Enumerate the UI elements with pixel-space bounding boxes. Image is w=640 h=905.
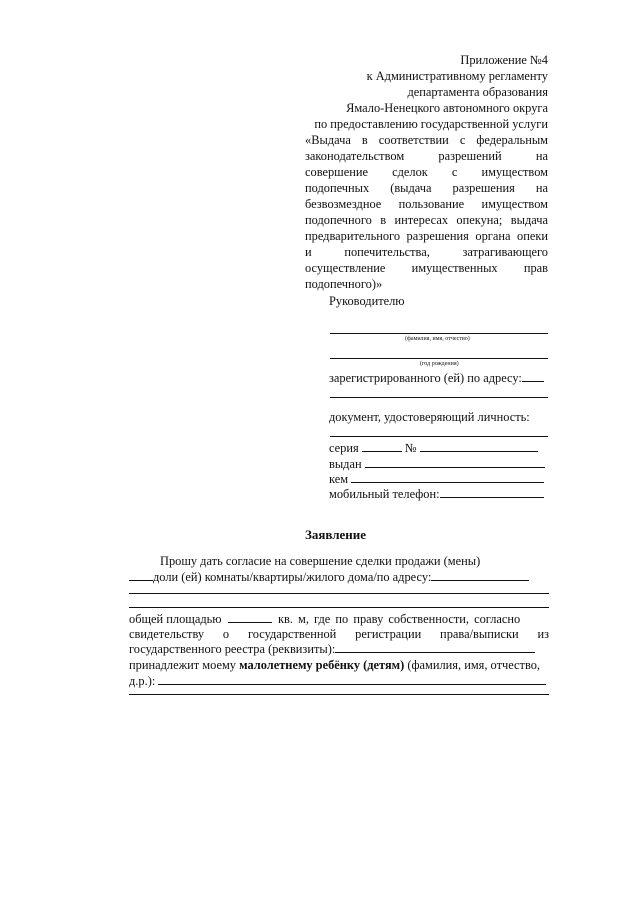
issued-by-field[interactable] [351, 472, 544, 483]
appendix-line: к Административному регламенту [366, 69, 548, 83]
registered-address-label: зарегистрированного (ей) по адресу: [329, 370, 544, 386]
service-title-line: и попечительства, затрагивающего [305, 245, 548, 259]
appendix-line: департамента образования [407, 85, 548, 99]
appendix-line: по предоставлению государственной услуги [314, 117, 548, 131]
id-document-line[interactable] [330, 436, 548, 437]
address-continuation-line[interactable] [129, 607, 549, 608]
service-title-line: предварительного разрешения органа опеки [305, 229, 548, 243]
issued-by-row: кем [329, 471, 544, 487]
registry-field[interactable] [335, 642, 535, 653]
birth-year-line[interactable] [330, 358, 548, 359]
addressee-to: Руководителю [329, 294, 405, 308]
service-title-line: безвозмездное пользование имуществом [305, 197, 548, 211]
service-title-line: подопечных (выдача разрешения на [305, 181, 548, 195]
statement-p1: Прошу дать согласие на совершение сделки продажи (мены) [160, 554, 481, 568]
child-fio-field[interactable] [158, 674, 546, 685]
address-continuation-line[interactable] [129, 593, 549, 594]
number-field[interactable] [420, 441, 538, 452]
dob-row: д.р.): [129, 673, 546, 689]
child-continuation-line[interactable] [129, 694, 549, 695]
appendix-line: Ямало-Ненецкого автономного округа [346, 101, 548, 115]
minor-child-emphasis: малолетнему ребёнку (детям) [239, 658, 405, 672]
statement-p2: доли (ей) комнаты/квартиры/жилого дома/по адресу: [129, 569, 529, 585]
area-row: общей площадью кв. м, где по праву собственности, согласно [129, 612, 521, 626]
appendix-number: Приложение №4 [460, 53, 548, 67]
registered-address-field[interactable] [522, 371, 544, 382]
phone-field[interactable] [440, 487, 544, 498]
belongs-row: принадлежит моему малолетнему ребёнку (детям) (фамилия, имя, отчество, [129, 658, 541, 672]
object-address-field[interactable] [431, 570, 529, 581]
area-field[interactable] [228, 612, 272, 623]
issued-field[interactable] [365, 457, 545, 468]
service-title-line: осуществление имущественных прав [305, 261, 548, 275]
fio-caption: (фамилия, имя, отчество) [405, 336, 470, 342]
id-document-label: документ, удостоверяющий личность: [329, 410, 530, 424]
birth-year-caption: (год рождения) [420, 361, 459, 367]
statement-title: Заявление [305, 527, 367, 542]
address-line[interactable] [330, 397, 548, 398]
certificate-row: свидетельству о государственной регистрации права/выписки из [129, 627, 549, 641]
service-title-line: подопечного в интересах опекуна; выдача [305, 213, 548, 227]
service-title-line: совершение сделок с имуществом [305, 165, 548, 179]
phone-row: мобильный телефон: [329, 486, 544, 502]
service-title-line: «Выдача в соответствии с федеральным [305, 133, 548, 147]
series-row: серия № [329, 440, 538, 456]
fio-line[interactable] [330, 333, 548, 334]
share-field[interactable] [129, 570, 153, 581]
series-field[interactable] [362, 441, 402, 452]
issued-row: выдан [329, 456, 545, 472]
registry-row: государственного реестра (реквизиты): [129, 641, 535, 657]
service-title-line: подопечного)» [305, 277, 383, 291]
service-title-line: законодательством разрешений на [305, 149, 548, 163]
